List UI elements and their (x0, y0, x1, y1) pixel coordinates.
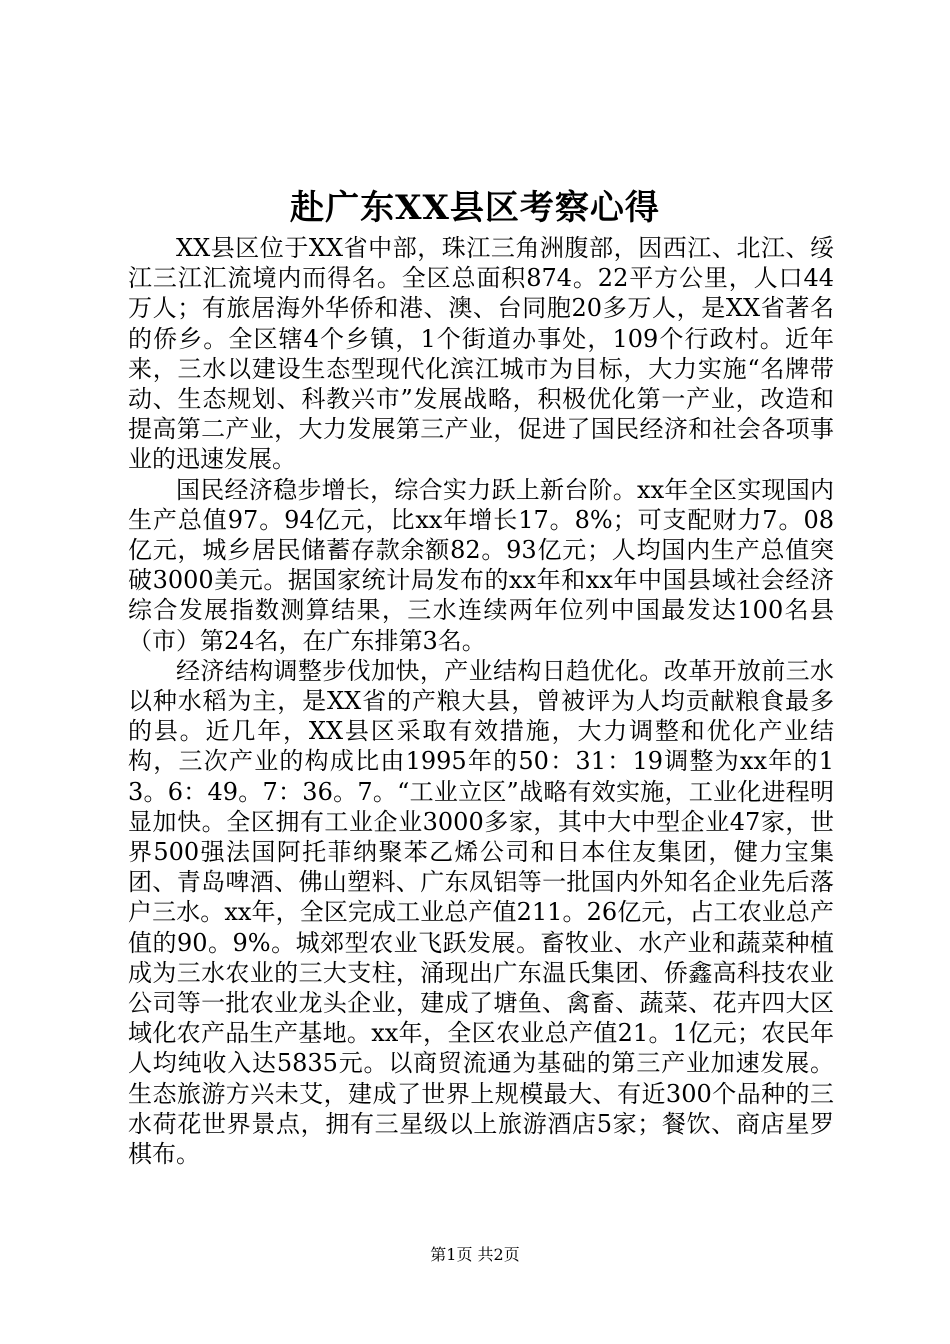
page-number-footer: 第1页 共2页 (430, 1245, 520, 1264)
paragraph-3: 经济结构调整步伐加快，产业结构日趋优化。改革开放前三水以种水稻为主，是XX省的产粮大县，曾被评为人均贡献粮食最多的县。近几年，XX县区采取有效措施，大力调整和优化产业结构，三次产业的构成比由1995年的50：31：19调整为xx年的13。6：49。7：36。7。“工业立区”战略有效实施，工业化进程明显加快。全区拥有工业企业3000多家，其中大中型企业47家，世界500强法国阿托菲纳聚苯乙烯公司和日本住友集团，健力宝集团、青岛啤酒、佛山塑料、广东凤铝等一批国内外知名企业先后落户三水。xx年，全区完成工业总产值211。26亿元，占工农业总产值的90。9%。城郊型农业飞跃发展。畜牧业、水产业和蔬菜种植成为三水农业的三大支柱，涌现出广东温氏集团、侨鑫高科技农业公司等一批农业龙头企业，建成了塘鱼、禽畜、蔬菜、花卉四大区域化农产品生产基地。xx年，全区农业总产值21。1亿元；农民年人均纯收入达5835元。以商贸流通为基础的第三产业加速发展。生态旅游方兴未艾，建成了世界上规模最大、有近300个品种的三水荷花世界景点，拥有三星级以上旅游酒店5家；餐饮、商店星罗棋布。 (128, 656, 834, 1169)
document-title: 赴广东XX县区考察心得 (290, 188, 660, 228)
document-body (128, 233, 834, 1169)
paragraph-1: XX县区位于XX省中部，珠江三角洲腹部，因西江、北江、绥江三江汇流境内而得名。全区总面积874。22平方公里，人口44万人；有旅居海外华侨和港、澳、台同胞20多万人，是XX省著名的侨乡。全区辖4个乡镇，1个街道办事处，109个行政村。近年来，三水以建设生态型现代化滨江城市为目标，大力实施“名牌带动、生态规划、科教兴市”发展战略，积极优化第一产业，改造和提高第二产业，大力发展第三产业，促进了国民经济和社会各项事业的迅速发展。 (128, 234, 834, 474)
paragraph-2: 国民经济稳步增长，综合实力跃上新台阶。xx年全区实现国内生产总值97。94亿元，比xx年增长17。8%；可支配财力7。08亿元，城乡居民储蓄存款余额82。93亿元；人均国内生产总值突破3000美元。据国家统计局发布的xx年和xx年中国县域社会经济综合发展指数测算结果，三水连续两年位列中国最发达100名县（市）第24名，在广东排第3名。 (128, 475, 834, 655)
